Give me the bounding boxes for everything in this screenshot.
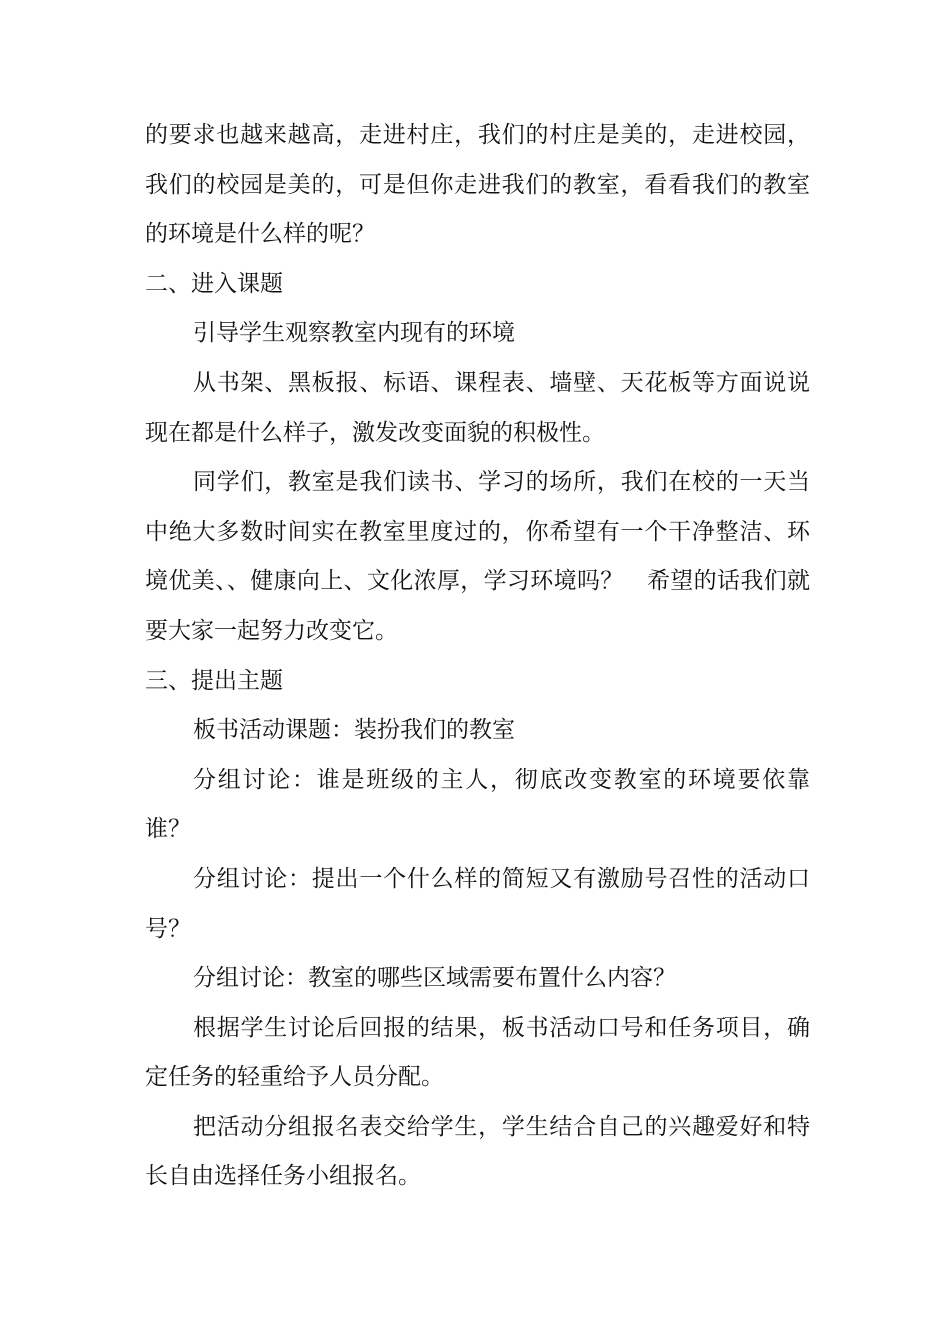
- paragraph-group-discussion-2: 分组讨论：提出一个什么样的简短又有激励号召性的活动口号？: [145, 865, 810, 942]
- paragraph-task-assignment: 根据学生讨论后回报的结果，板书活动口号和任务项目，确定任务的轻重给予人员分配。: [145, 1014, 810, 1091]
- paragraph-classroom-importance: 同学们，教室是我们读书、学习的场所，我们在校的一天当中绝大多数时间实在教室里度过的，你希望有一个干净整洁、环境优美、、健康向上、文化浓厚，学习环境吗？ 希望的话我们就要大家一起努力改变它。: [145, 469, 810, 644]
- paragraph-intro-continued: 的要求也越来越高，走进村庄，我们的村庄是美的，走进校园，我们的校园是美的，可是但你走进我们的教室，看看我们的教室的环境是什么样的呢？: [145, 122, 810, 248]
- section-heading-enter-topic: 二、进入课题: [145, 270, 283, 297]
- paragraph-group-discussion-1: 分组讨论：谁是班级的主人，彻底改变教室的环境要依靠谁？: [145, 766, 810, 843]
- paragraph-observe-environment: 引导学生观察教室内现有的环境: [193, 320, 515, 347]
- document-body: [145, 111, 810, 1202]
- section-heading-propose-theme: 三、提出主题: [145, 667, 283, 694]
- paragraph-signup-form: 把活动分组报名表交给学生，学生结合自己的兴趣爱好和特长自由选择任务小组报名。: [145, 1113, 810, 1190]
- paragraph-discuss-appearance: 从书架、黑板报、标语、课程表、墙壁、天花板等方面说说现在都是什么样子，激发改变面貌的积极性。: [145, 369, 810, 446]
- paragraph-activity-title: 板书活动课题：装扮我们的教室: [193, 717, 515, 744]
- paragraph-group-discussion-3: 分组讨论：教室的哪些区域需要布置什么内容？: [193, 965, 676, 992]
